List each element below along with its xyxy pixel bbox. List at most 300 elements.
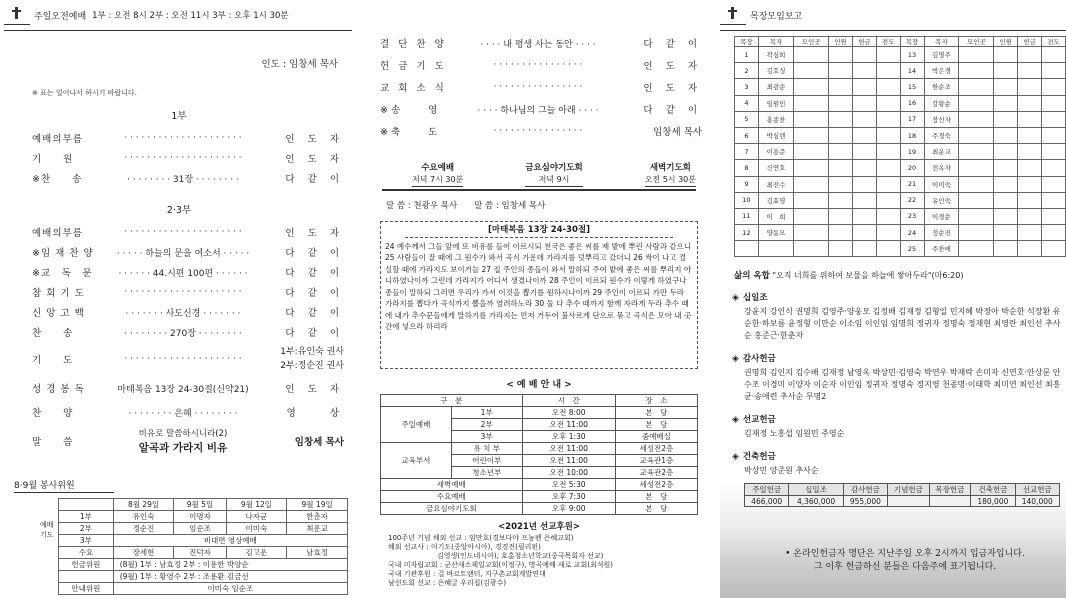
order-label: 기 원 (32, 154, 74, 165)
cell-value (794, 241, 829, 257)
cell-value (852, 127, 876, 143)
building-heading-text: 건축헌금 (742, 452, 776, 463)
cell-value (852, 47, 876, 63)
cell-row (735, 160, 1066, 176)
guide-cell: 교육관2층 (615, 467, 697, 479)
volunteer-cell: 남효정 (287, 547, 348, 559)
reading-label: 성 경 봉 독 (32, 384, 85, 395)
guide-cell: 오전 8:00 (522, 407, 615, 419)
volunteer-cell: 임순조 (174, 523, 226, 535)
order-label: 결 단 찬 양 (380, 39, 447, 50)
cell-row (735, 47, 1066, 63)
cell-value (876, 208, 900, 224)
service-guide-title: < 예 배 안 내 > (506, 380, 572, 390)
order-label: 신 앙 고 백 (32, 308, 85, 319)
cell-row (735, 241, 1066, 257)
volunteer-date-row (59, 499, 348, 511)
guide-row (381, 491, 698, 503)
sermon-subtitle: 비유로 말씀하시니라(2) (138, 429, 228, 439)
cell-value (852, 144, 876, 160)
cell-value: 양동모 (758, 225, 793, 241)
order-right: 다 같 이 (643, 105, 702, 116)
thanks-heading (732, 352, 1066, 364)
guide-head: 구 분 (381, 395, 523, 407)
cell-value: 1 (735, 47, 759, 63)
volunteer-cell: 김고운 (226, 547, 287, 559)
weekday-service-name: 금요심야기도회 (525, 163, 583, 173)
volunteer-row (59, 511, 348, 523)
cell-value (959, 192, 994, 208)
guide-cell: 세성전2층 (615, 443, 697, 455)
order-mid: · · · · · 하늘의 문을 여소서 · · · · · (116, 248, 250, 259)
order-row (0, 168, 358, 188)
cell-value: 20 (900, 160, 924, 176)
part23-order (0, 222, 358, 342)
mission-support-line: 남선도회 선교 : 은혜글 우리집(김광수) (388, 579, 507, 587)
cell-value (959, 241, 994, 257)
cell-value (852, 225, 876, 241)
offering-header-row (745, 484, 1060, 496)
cell-value (994, 111, 1018, 127)
volunteer-cell: 1부 (59, 511, 114, 523)
cell-value (1042, 63, 1066, 79)
offering-head: 기념헌금 (888, 484, 930, 496)
cell-head: 전도 (1042, 37, 1066, 47)
cell-value (852, 95, 876, 111)
volunteer-offering-label: 헌금위원 (59, 559, 114, 571)
cell-value: 14 (900, 63, 924, 79)
weekday-service (525, 162, 582, 187)
order-label: 헌 금 기 도 (380, 61, 447, 72)
order-mid: · · · · · · · · · · · · · · · · (493, 126, 583, 136)
guide-cell: 교육관1층 (615, 455, 697, 467)
guide-head: 시 간 (522, 395, 615, 407)
cell-value: 25 (900, 241, 924, 257)
order-mid: · · · · 하나님의 그늘 아래 · · · · (477, 105, 599, 116)
offering-value: 140,000 (1015, 496, 1059, 507)
header-divider (4, 30, 352, 31)
diamond-icon: ◈ (732, 452, 739, 463)
cell-value (1018, 176, 1042, 192)
volunteer-row (59, 523, 348, 535)
cell-value (1042, 47, 1066, 63)
weekday-service (412, 162, 463, 187)
guide-cell: 금요심야기도회 (381, 503, 523, 515)
guide-cell: 주일예배 (381, 407, 452, 443)
service-schedule: 1부 : 오전 8시 2부 : 오전 11시 3부 : 오후 1시 30분 (92, 11, 289, 21)
guide-cell: 교육부서 (381, 443, 452, 479)
cell-value (876, 47, 900, 63)
cell-value (829, 225, 853, 241)
cell-value: 강황순 (924, 95, 959, 111)
weekday-service-name: 수요예배 (421, 163, 455, 173)
offering-value: 466,000 (745, 496, 789, 507)
order-right: 다 같 이 (285, 308, 344, 319)
cell-value (852, 192, 876, 208)
cell-value: 장신자 (924, 111, 959, 127)
order-mid: · · · · · · · · 31장 · · · · · · · · (127, 174, 239, 185)
guide-cell: 오전 11:00 (522, 455, 615, 467)
order-right: 인 도 자 (643, 61, 702, 72)
cell-value (1018, 47, 1042, 63)
weekday-service-name: 새벽기도회 (649, 163, 691, 173)
cell-value: 6 (735, 127, 759, 143)
cell-value (1042, 95, 1066, 111)
volunteer-cell: 정순진 (113, 523, 174, 535)
cell-value: 10 (735, 192, 759, 208)
cell-report-header (720, 0, 1066, 30)
offering-value: 4,360,000 (789, 496, 843, 507)
cell-value: 주경숙 (924, 127, 959, 143)
volunteer-table (58, 498, 348, 595)
sermon-row (0, 424, 358, 458)
cell-value: 홍종찬 (758, 111, 793, 127)
cell-report-table (734, 36, 1066, 257)
weekday-preachers: 말 씀 : 천광우 목사 말 씀 : 임창세 목사 (386, 201, 546, 211)
standing-note: ※ 표는 일어나서 하시기 바랍니다. (32, 89, 137, 97)
cell-value (829, 160, 853, 176)
sunday-service-panel (0, 0, 358, 598)
order-label: 교 회 소 식 (380, 83, 447, 94)
order-label: 참 회 기 도 (32, 288, 85, 299)
volunteer-offering-row-2 (59, 571, 348, 583)
cell-head: 목장 (900, 37, 924, 47)
volunteer-divider (14, 492, 114, 493)
order-mid: · · · · · · · · · · · · · · · · (493, 82, 583, 92)
cell-value: 김효영 (758, 192, 793, 208)
cell-value: 15 (900, 79, 924, 95)
volunteer-cell: 수요 (59, 547, 114, 559)
order-row (0, 262, 358, 282)
cell-value (1042, 111, 1066, 127)
guide-cell: 3부 (451, 431, 522, 443)
mission-support-line: 해외 선교사 : 이기도(중앙아시아), 경경진(필리핀) (388, 543, 541, 551)
praise-right: 영 상 (286, 408, 344, 419)
volunteer-cell: 한춘자 (287, 511, 348, 523)
guide-cell: 오후 7:30 (522, 491, 615, 503)
volunteer-date: 9월 12일 (226, 499, 287, 511)
cell-value (876, 79, 900, 95)
order-mid: · · · · · · · 사도신경 · · · · · · · (125, 308, 241, 319)
cell-head: 모인곳 (794, 37, 829, 47)
reading-passage: 마태복음 13장 24-30절(신약21) (117, 384, 249, 395)
cell-value: 21 (900, 176, 924, 192)
cell-value (1042, 208, 1066, 224)
guide-cell: 오전 5:30 (522, 479, 615, 491)
diamond-icon: ◈ (732, 293, 739, 304)
cell-value (852, 79, 876, 95)
verse-label: 삶의 옥합 (734, 271, 770, 282)
cell-value (959, 111, 994, 127)
cell-value (994, 225, 1018, 241)
cell-row (735, 79, 1066, 95)
cell-value (1018, 144, 1042, 160)
offering-values-row (745, 496, 1060, 507)
prayer-leader-1: 1부:유인숙 권사 (280, 347, 344, 357)
cell-value: 24 (900, 225, 924, 241)
order-mid: · · · · · · · · · · · · · · · · (493, 60, 583, 70)
volunteer-side-1: 예배 (40, 521, 54, 529)
cell-value: 23 (900, 208, 924, 224)
cell-value (1042, 79, 1066, 95)
cell-value (876, 127, 900, 143)
cell-value (876, 144, 900, 160)
cell-value: 7 (735, 144, 759, 160)
cell-value (829, 208, 853, 224)
cell-value: 이미숙 (924, 176, 959, 192)
reading-row (0, 376, 358, 400)
guide-cell: 어린이부 (451, 455, 522, 467)
diamond-icon: ◈ (732, 415, 739, 426)
order-row (0, 322, 358, 342)
cell-value (829, 63, 853, 79)
cell-value: 9 (735, 176, 759, 192)
online-note-2: 그 이후 헌금하신 분들은 다음주에 표기됩니다. (813, 562, 997, 572)
order-right: 인 도 자 (285, 134, 344, 145)
sermon-preacher: 임창세 목사 (294, 437, 344, 448)
offering-value: 955,000 (843, 496, 887, 507)
order-right: 인 도 자 (285, 228, 344, 239)
cell-value (852, 111, 876, 127)
cell-row (735, 176, 1066, 192)
order-label: ※교 독 문 (32, 268, 93, 279)
sermon-title: 알곡과 가라지 비유 (138, 442, 228, 454)
volunteer-side-labels (40, 520, 54, 540)
order-mid: · · · · · · · · · · · · · · · · · · · · · (124, 153, 242, 163)
cell-value (794, 47, 829, 63)
cell-value (876, 95, 900, 111)
cell-value: 22 (900, 192, 924, 208)
cell-row (735, 95, 1066, 111)
cell-value (876, 225, 900, 241)
volunteer-date: 9월 5일 (174, 499, 226, 511)
cell-value (994, 127, 1018, 143)
cell-body (735, 47, 1066, 257)
thanks-heading-text: 감사헌금 (742, 354, 776, 365)
cell-value (794, 79, 829, 95)
guide-row (381, 407, 698, 419)
cell-value (1042, 144, 1066, 160)
guide-row (381, 443, 698, 455)
cell-value: 이용준 (758, 144, 793, 160)
cell-report-panel (720, 0, 1066, 598)
order-right: 다 같 이 (285, 328, 344, 339)
cell-value: 전옥자 (924, 160, 959, 176)
offering-head: 감사헌금 (843, 484, 887, 496)
building-names: 박상민 양준원 추사순 (744, 466, 819, 476)
offering-summary-table (744, 483, 1060, 507)
order-right: 다 같 이 (285, 288, 344, 299)
weekday-service-time: 오전 5시 30분 (645, 174, 696, 187)
order-label: ※축 도 (380, 127, 441, 138)
order-right: 다 같 이 (643, 39, 702, 50)
service-guide-table (380, 394, 698, 515)
cell-value: 한순조 (924, 79, 959, 95)
order-row (372, 120, 706, 142)
cell-value (794, 176, 829, 192)
guide-cell: 오후 9:00 (522, 503, 615, 515)
cell-value (829, 192, 853, 208)
cell-value (876, 160, 900, 176)
volunteer-guide-label: 안내위원 (59, 583, 114, 595)
cell-row (735, 63, 1066, 79)
order-right: 인 도 자 (643, 83, 702, 94)
online-offering-note (760, 548, 1050, 574)
cell-value (1018, 127, 1042, 143)
cell-value: 4 (735, 95, 759, 111)
volunteer-row (59, 547, 348, 559)
volunteer-cell: 나자균 (226, 511, 287, 523)
mission-support-line: 100주년 기념 해외 선교 : 임만호(경보다야 프놈펜 은혜교회) (388, 534, 574, 542)
cell-value (794, 63, 829, 79)
cell-value (1042, 176, 1066, 192)
order-row (372, 76, 706, 98)
church-icon (4, 5, 30, 25)
volunteer-offering-2: (9월) 1부 : 황영수 2부 : 조용환 김금선 (113, 571, 347, 583)
cell-value (794, 95, 829, 111)
cell-value (959, 176, 994, 192)
cell-row (735, 111, 1066, 127)
cell-value: 김명주 (924, 47, 959, 63)
tithe-names: 강윤지 강인식 권명희 김영주·양웅모 김정배 김재정 김형일 민지혜 박정아 박순한 석장환 유순한·하보름 윤정형 이만순 이소임 이인임 임명희 정귀자 정명숙 정재현 최영란 최인선 추사순 홍준근·한춘자 (744, 307, 1061, 341)
order-mid: · · · · · · · · · · · · · · · · · · · · · (124, 287, 242, 297)
cell-value (1018, 95, 1042, 111)
volunteer-date: 9월 19일 (287, 499, 348, 511)
guide-cell: 오전 10:00 (522, 467, 615, 479)
weekday-services (412, 162, 696, 187)
cell-report-title: 목장모임보고 (750, 11, 803, 22)
cell-value (1018, 192, 1042, 208)
guide-cell: 2부 (451, 419, 522, 431)
cell-value (1042, 225, 1066, 241)
cell-value: 박은경 (924, 63, 959, 79)
cell-value (994, 47, 1018, 63)
cell-value: 임원민 (758, 95, 793, 111)
order-mid: · · · · · · · · 270장 · · · · · · · · (124, 328, 242, 339)
offering-verse (734, 269, 1066, 281)
mission-heading (732, 413, 1066, 425)
cell-value (959, 208, 994, 224)
order-mid: · · · · · · · · · · · · · · · · · · · · · (124, 133, 242, 143)
cell-value (994, 144, 1018, 160)
prayer-leader-2: 2부:정순진 권사 (280, 361, 344, 371)
guide-cell: 수요예배 (381, 491, 523, 503)
thanks-names: 권명희 김인지 김수배 김재정 남영옥 박상민·김영숙 박연우 박재락 손미자 신연호·안상문 안수조 이경미 이양자 이순자 이인임 정귀자 정명숙 정지영 천종명·이태학 최미연 최인선 최흥균·송애련 추사순 무명2 (744, 368, 1061, 402)
cell-value (852, 160, 876, 176)
order-right: 다 같 이 (285, 174, 344, 185)
offering-head: 주일헌금 (745, 484, 789, 496)
mission-support-line: 국내 미자립교회 : 군산새소제일교회(이정구), 명곡예배 새로 교회(최석원) (388, 561, 613, 569)
cell-value: 이 희 (758, 208, 793, 224)
cell-value (994, 192, 1018, 208)
cell-value (1018, 208, 1042, 224)
cell-value (829, 95, 853, 111)
order-row (372, 98, 706, 120)
guide-cell: 1부 (451, 407, 522, 419)
cell-value (876, 63, 900, 79)
offering-head: 건축헌금 (971, 484, 1015, 496)
cell-value (829, 47, 853, 63)
mission-support-line: 김영생(인도네시아), 호홍청소년학교(중국목회자 선교) (388, 552, 604, 560)
closing-and-notices-panel (372, 0, 706, 598)
guide-cell: 본 당 (615, 491, 697, 503)
order-mid: · · · · · · · · · · · · · · · · · · · · · (124, 227, 242, 237)
offering-value (888, 496, 930, 507)
guide-cell: 세성전2층 (615, 479, 697, 491)
prayer-label: 기 도 (32, 355, 74, 366)
part1-order (0, 128, 358, 188)
weekday-divider (382, 189, 696, 191)
volunteer-side-2: 기도 (40, 531, 54, 539)
cell-value (1018, 111, 1042, 127)
cell-head: 헌금 (852, 37, 876, 47)
cell-value (994, 160, 1018, 176)
volunteer-cell: 이미숙 (226, 523, 287, 535)
cell-value (794, 144, 829, 160)
cell-value (1018, 63, 1042, 79)
guide-row (381, 479, 698, 491)
volunteer-cell: 비대면 영상예배 (113, 535, 347, 547)
cell-header-divider (720, 30, 1066, 31)
order-row (372, 54, 706, 76)
cell-value: 18 (900, 127, 924, 143)
prayer-leaders (254, 345, 344, 373)
cell-head: 인원 (994, 37, 1018, 47)
volunteer-date: 8월 29일 (113, 499, 174, 511)
cell-value (735, 241, 759, 257)
weekday-service (645, 162, 696, 187)
cell-value (959, 127, 994, 143)
mission-support-title: <2021년 선교후원> (498, 522, 580, 532)
cell-value (994, 63, 1018, 79)
volunteer-offering-row (59, 559, 348, 571)
guide-cell: 유 치 부 (451, 443, 522, 455)
guide-cell: 청소년부 (451, 467, 522, 479)
verse-text: "오직 너희를 위하여 보물을 하늘에 쌓아두라"(마6:20) (772, 271, 964, 281)
cell-value (794, 192, 829, 208)
cell-value: 8 (735, 160, 759, 176)
volunteer-title: 8·9월 봉사위원 (14, 481, 75, 491)
cell-value (959, 63, 994, 79)
mission-support-list (388, 534, 706, 588)
order-right: 다 같 이 (285, 248, 344, 259)
guide-cell: 본 당 (615, 407, 697, 419)
building-heading (732, 450, 1066, 462)
guide-cell: 본 당 (615, 419, 697, 431)
cell-value (829, 176, 853, 192)
cell-head: 헌금 (1018, 37, 1042, 47)
cell-value (994, 241, 1018, 257)
weekday-service-time: 저녁 7시 30분 (412, 174, 463, 187)
cell-value (829, 79, 853, 95)
cell-value (829, 111, 853, 127)
mission-names: 김재정 노흥섭 임원민 주영순 (744, 429, 845, 439)
part23-title: 2·3부 (166, 205, 192, 216)
sermon-label: 말 씀 (32, 437, 74, 448)
order-row (0, 222, 358, 242)
cell-value (959, 225, 994, 241)
sermon-titles (112, 427, 254, 455)
cell-value (794, 160, 829, 176)
volunteer-cell: 장세현 (113, 547, 174, 559)
order-label: ※임 재 찬 양 (32, 248, 94, 259)
volunteer-cell: 3부 (59, 535, 114, 547)
order-label: 예배의부름 (32, 134, 83, 145)
guide-body (381, 407, 698, 515)
cell-value (876, 176, 900, 192)
closing-order (372, 32, 706, 142)
cell-value (1018, 225, 1042, 241)
